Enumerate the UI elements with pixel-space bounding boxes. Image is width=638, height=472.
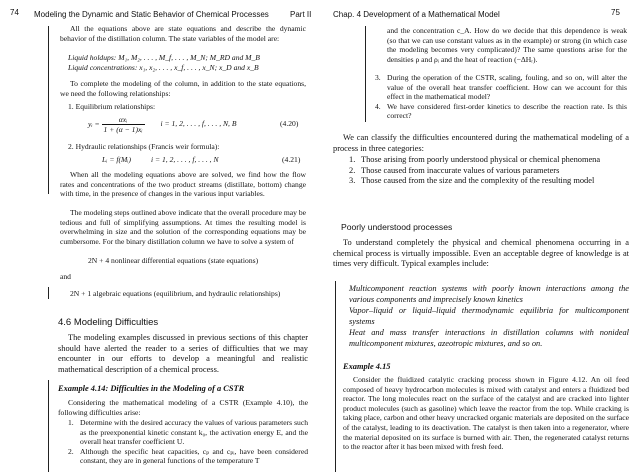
item-hydraulic-label: 2. Hydraulic relationships (Francis weir formula): [68, 142, 220, 151]
system-differential: 2N + 4 nonlinear differential equations (state equations) [88, 256, 259, 265]
eq1-denominator: 1 + (α − 1)xᵢ [103, 125, 143, 134]
section-heading: 4.6 Modeling Difficulties [58, 317, 159, 328]
system-algebraic: 2N + 1 algebraic equations (equilibrium, and hydraulic relationships) [70, 289, 281, 298]
steps-outlined-paragraph: The modeling steps outlined above indicate that the overall procedure may be tedious and full of simplifying assumptions. At times the resulting model is overwhelming in size and the solution of the corresponding equations may be cumbersome. For the binary distillation column we have to solve a system of [60, 208, 306, 246]
difficulties-list [68, 418, 308, 466]
subsection-heading: Poorly understood processes [341, 222, 453, 232]
to-complete-paragraph: To complete the modeling of the column, in addition to the state equations, we need the following relationships: [60, 79, 306, 98]
liquid-holdups: Liquid holdups: M₁, M₂, . . . , M_f, . . . , M_N; M_RD and M_B [68, 53, 260, 62]
part-label: Part II [290, 10, 312, 19]
running-head-right: Chap. 4 Development of a Mathematical Model [333, 10, 500, 19]
page-number-left: 74 [10, 8, 19, 17]
eq1-number: (4.20) [280, 119, 299, 128]
eq2-number: (4.21) [282, 155, 301, 164]
margin-rule-3 [48, 380, 49, 472]
list-item: 1. Determine with the desired accuracy the values of various parameters such as the preexponential kinetic constant k₀, the activation energy E, and the overall heat transfer coefficient U. [68, 418, 308, 447]
eq2-body: Lᵢ = f(Mᵢ) [102, 155, 132, 164]
item-equilibrium-label: 1. Equilibrium relationships: [68, 102, 156, 111]
margin-rule-right [365, 26, 366, 122]
example-item-equilibria: Vapor–liquid or liquid–liquid thermodynamic equilibria for multicomponent systems [349, 306, 629, 326]
list-item: 3. Those caused from the size and the complexity of the resulting model [349, 176, 595, 186]
right-page [319, 0, 638, 472]
equation-4-20 [88, 115, 299, 134]
eq2-range: i = 1, 2, . . . , f, . . . , N [150, 155, 219, 164]
page-number-right: 75 [611, 8, 620, 17]
equation-4-21 [102, 155, 301, 164]
example-item-transfer: Heat and mass transfer interactions in distillation columns with nonideal multicomponent mixtures, azeotropic mixtures, and so on. [349, 328, 629, 348]
subsection-body: To understand completely the physical and chemical phenomena occurring in a chemical process is virtually impossible. Even an acceptable degree of knowledge is at times very difficult. Typical examples include: [333, 238, 629, 269]
when-solved-paragraph: When all the modeling equations above are solved, we find how the flow rates and concentrations of the two product streams (distillate, bottom) change with time, in the presence of changes in the various input variables. [60, 170, 306, 199]
categorize-paragraph: We can classify the difficulties encountered during the mathematical modeling of a process in three categories: [333, 133, 629, 153]
list-item: 4. We have considered first-order kinetics to describe the reaction rate. Is this correct? [375, 101, 627, 121]
eq1-numerator: αxᵢ [102, 115, 145, 125]
list-item: 2. Those caused from inaccurate values of various parameters [349, 165, 560, 175]
section-body: The modeling examples discussed in previous sections of this chapter should have alerted the reader to a series of difficulties that we may encounter in our efforts to develop a meaningful and realistic mathematical description of a chemical process. [58, 333, 308, 374]
eq1-range: i = 1, 2, . . . , f, . . . , N, B [160, 119, 237, 129]
list-item: 1. Those arising from poorly understood physical or chemical phenomena [349, 155, 601, 164]
example-item-reactions: Multicomponent reaction systems with poorly known interactions among the various components and imprecisely known kinetics [349, 284, 629, 304]
example-4-15-body: Consider the fluidized catalytic cracking process shown in Figure 4.12. An oil feed composed of heavy hydrocarbon molecules is mixed with catalyst and enters a fluidized bed reactor. The long molecules react on the surface of the catalyst and are cracked into lighter product molecules (such as gasoline) which leave the reactor from the top. While cracking is taking place, carbon and other heavy uncracked organic materials are deposited on the surface of the catalyst, leading to its deactivation. The catalyst is then taken into a regenerator, where the material deposited on its surface is burned with air. Then, the regenerated catalyst returns to the reactor after it has been mixed with fresh feed. [343, 375, 629, 452]
cstr-items-list [375, 73, 627, 121]
categories-list [349, 155, 629, 187]
and-word: and [60, 272, 71, 281]
intro-paragraph: All the equations above are state equations and describe the dynamic behavior of the distillation column. The state variables of the model are: [60, 24, 306, 43]
margin-rule-right-2 [335, 281, 336, 472]
list-item: 2. Although the specific heat capacities, cₚ and cₚᵢ, have been considered constant, they are in general functions of the temperature T [68, 446, 308, 466]
running-head-left: Modeling the Dynamic and Static Behavior of Chemical Processes [34, 10, 269, 19]
example-4-15-title: Example 4.15 [343, 362, 391, 371]
margin-rule [48, 26, 49, 194]
list-item: 3. During the operation of the CSTR, scaling, fouling, and so on, will alter the value of the overall heat transfer coefficient. How can we account for this effect in the mathematical model? [375, 73, 627, 102]
eq1-lhs: yᵢ = [88, 119, 100, 129]
margin-rule-2 [48, 287, 49, 299]
example-4-14-title: Example 4.14: Difficulties in the Modeling of a CSTR [58, 384, 245, 393]
example-4-14-intro: Considering the mathematical modeling of a CSTR (Example 4.10), the following difficulties arise: [58, 398, 308, 417]
eq1-fraction [102, 115, 145, 134]
liquid-concentrations: Liquid concentrations: x₁, x₂, . . . , x_f, . . . , x_N; x_D and x_B [68, 63, 259, 72]
continuation-paragraph: and the concentration c_A. How do we decide that this dependence is weak (so that we can use constant values as in the example) or strong (in which case the modeling becomes very complicated)? The same questions arise for the densities ρ and ρᵢ and the heat of reaction (−ΔHᵣ). [387, 26, 627, 64]
